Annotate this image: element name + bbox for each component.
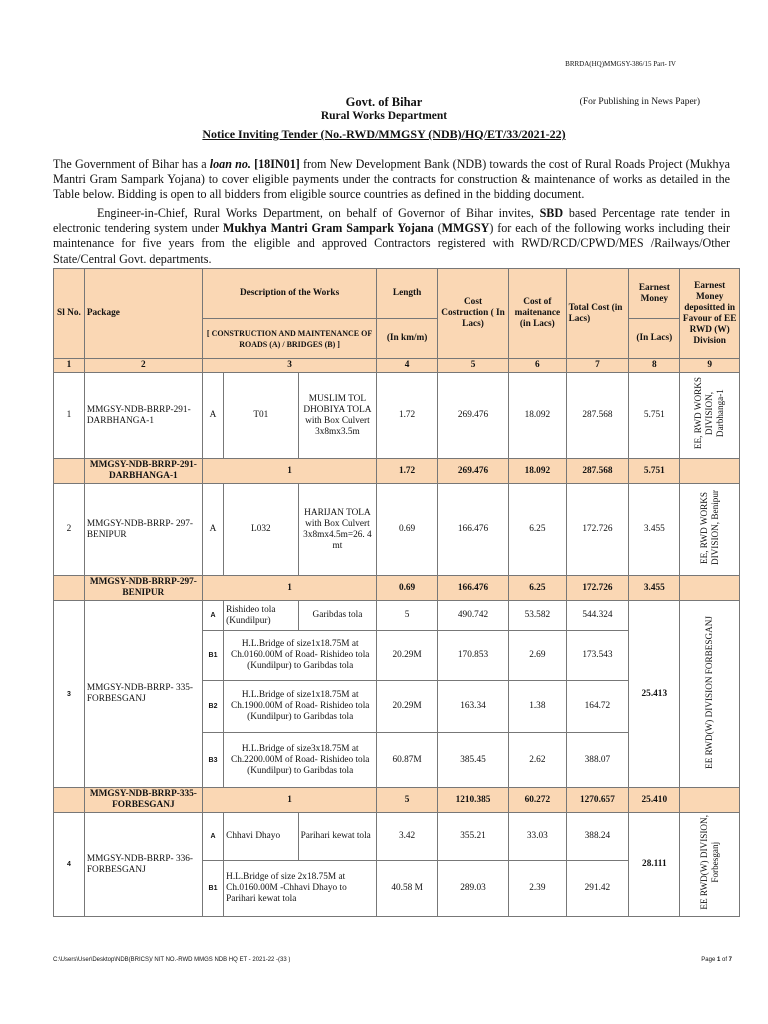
total-cost: 269.476	[437, 459, 508, 484]
header-sl: Sl No.	[54, 269, 85, 359]
package-cell: MMGSY-NDB-BRRP-291- DARBHANGA-1	[84, 373, 202, 459]
maint-cell: 2.69	[509, 631, 566, 681]
total-cell: 164.72	[566, 681, 629, 733]
total-cell: 388.07	[566, 733, 629, 788]
type-cell: B1	[202, 861, 223, 917]
intro-paragraph-2: Engineer-in-Chief, Rural Works Department, on behalf of Governor of Bihar invites, SBD based Percentage rate tender in electronic tendering system under Mukhya Mantri Gram Sampark Yojana (MMGSY) for each of the following works including their maintenance for five years from the eligible and approved Contractors registered with RWD/RCD/CPWD/MES /Railways/Other State/Central Govt. departments.	[53, 206, 730, 266]
header-length-unit: (In km/m)	[377, 319, 438, 359]
total-earnest: 5.751	[629, 459, 680, 484]
division-cell: EE RWD(W) DIVISION FORBESGANJ	[680, 601, 740, 788]
desc-cell: H.L.Bridge of size1x18.75M at Ch.1900.00M of Road- Rishideo tola (Kundilpur) to Garibdas tola	[224, 681, 377, 733]
cost-cell: 355.21	[437, 813, 508, 861]
total-count: 1	[202, 788, 376, 813]
length-cell: 60.87M	[377, 733, 438, 788]
earnest-cell: 25.413	[629, 601, 680, 788]
total-blank	[680, 459, 740, 484]
total-maint: 60.272	[509, 788, 566, 813]
total-blank	[680, 788, 740, 813]
package-cell: MMGSY-NDB-BRRP- 335-FORBESGANJ	[84, 601, 202, 788]
length-cell: 20.29M	[377, 631, 438, 681]
total-maint: 6.25	[509, 576, 566, 601]
cost-cell: 170.853	[437, 631, 508, 681]
header-total-cost: Total Cost (in Lacs)	[566, 269, 629, 359]
col-num: 2	[84, 359, 202, 373]
desc-cell: H.L.Bridge of size 2x18.75M at Ch.0160.00M -Chhavi Dhayo to Parihari kewat tola	[224, 861, 377, 917]
earnest-cell: 3.455	[629, 484, 680, 576]
header-description-sub: [ CONSTRUCTION AND MAINTENANCE OF ROADS (A) / BRIDGES (B) ]	[202, 319, 376, 359]
type-cell: B1	[202, 631, 223, 681]
header-cost-maintenance: Cost of maitenance (in Lacs)	[509, 269, 566, 359]
total-cell: 544.324	[566, 601, 629, 631]
table-row	[54, 484, 740, 576]
col-num: 3	[202, 359, 376, 373]
total-cell: 291.42	[566, 861, 629, 917]
header-earnest-unit: (In Lacs)	[629, 319, 680, 359]
total-earnest: 3.455	[629, 576, 680, 601]
col-num: 1	[54, 359, 85, 373]
cost-cell: 490.742	[437, 601, 508, 631]
from-cell: Rishideo tola (Kundilpur)	[224, 601, 298, 631]
total-blank	[680, 576, 740, 601]
package-total-row	[54, 788, 740, 813]
desc-cell: H.L.Bridge of size1x18.75M at Ch.0160.00M of Road- Rishideo tola (Kundilpur) to Garibdas tola	[224, 631, 377, 681]
package-total-row	[54, 576, 740, 601]
total-package-name: MMGSY-NDB-BRRP-297- BENIPUR	[84, 576, 202, 601]
maint-cell: 6.25	[509, 484, 566, 576]
total-package-name: MMGSY-NDB-BRRP-291- DARBHANGA-1	[84, 459, 202, 484]
notice-title: Notice Inviting Tender (No.-RWD/MMGSY (NDB)/HQ/ET/33/2021-22)	[202, 127, 566, 141]
total-cell: 173.543	[566, 631, 629, 681]
total-maint: 18.092	[509, 459, 566, 484]
header-favour: Earnest Money depositted in Favour of EE RWD (W) Division	[680, 269, 740, 359]
length-cell: 0.69	[377, 484, 438, 576]
col-num: 4	[377, 359, 438, 373]
type-cell: A	[202, 484, 223, 576]
division-cell: EE, RWD WORKS DIVISION, Darbhanga-1	[680, 373, 740, 459]
total-count: 1	[202, 459, 376, 484]
header-description: Description of the Works	[202, 269, 376, 319]
col-num: 8	[629, 359, 680, 373]
tender-table	[53, 268, 740, 917]
type-cell: A	[202, 601, 223, 631]
total-length: 1.72	[377, 459, 438, 484]
total-blank	[54, 576, 85, 601]
maint-cell: 33.03	[509, 813, 566, 861]
total-blank	[54, 788, 85, 813]
maint-cell: 2.62	[509, 733, 566, 788]
total-blank	[54, 459, 85, 484]
sl-cell: 1	[54, 373, 85, 459]
road-cell: HARIJAN TOLA with Box Culvert 3x8mx4.5m=26. 4 mt	[298, 484, 377, 576]
total-total: 287.568	[566, 459, 629, 484]
cost-cell: 163.34	[437, 681, 508, 733]
cost-cell: 166.476	[437, 484, 508, 576]
sl-cell: 3	[54, 601, 85, 788]
road-cell: MUSLIM TOL DHOBIYA TOLA with Box Culvert 3x8mx3.5m	[298, 373, 377, 459]
earnest-cell: 5.751	[629, 373, 680, 459]
length-cell: 1.72	[377, 373, 438, 459]
total-earnest: 25.410	[629, 788, 680, 813]
header-cost-construction: Cost Costruction ( In Lacs)	[437, 269, 508, 359]
length-cell: 40.58 M	[377, 861, 438, 917]
govt-heading: Govt. of Bihar	[345, 95, 423, 109]
maint-cell: 18.092	[509, 373, 566, 459]
package-cell: MMGSY-NDB-BRRP- 297-BENIPUR	[84, 484, 202, 576]
maint-cell: 53.582	[509, 601, 566, 631]
total-length: 5	[377, 788, 438, 813]
col-num: 5	[437, 359, 508, 373]
total-package-name: MMGSY-NDB-BRRP-335- FORBESGANJ	[84, 788, 202, 813]
package-total-row	[54, 459, 740, 484]
col-num: 7	[566, 359, 629, 373]
sl-cell: 4	[54, 813, 85, 917]
to-cell: Parihari kewat tola	[298, 813, 377, 861]
type-cell: B3	[202, 733, 223, 788]
earnest-cell: 28.111	[629, 813, 680, 917]
total-cost: 1210.385	[437, 788, 508, 813]
department-heading: Rural Works Department	[320, 110, 448, 122]
type-cell: A	[202, 813, 223, 861]
table-row	[54, 813, 740, 861]
column-number-row	[54, 359, 740, 373]
maint-cell: 1.38	[509, 681, 566, 733]
total-cost: 166.476	[437, 576, 508, 601]
intro-paragraph-1: The Government of Bihar has a loan no. [18IN01] from New Development Bank (NDB) towards the cost of Rural Roads Project (Mukhya Mantri Gram Sampark Yojana) to cover eligible payments under the contracts for construction & maintenance of works as detailed in the Table below. Bidding is open to all bidders from eligible source countries as defined in the bidding document.	[53, 157, 730, 202]
table-header-row	[54, 269, 740, 319]
to-cell: Garibdas tola	[298, 601, 377, 631]
total-cell: 172.726	[566, 484, 629, 576]
col-num: 9	[680, 359, 740, 373]
reference-number: BRRDA(HQ)MMGSY-386/15 Part- IV	[565, 60, 676, 68]
length-cell: 3.42	[377, 813, 438, 861]
header-earnest: Earnest Money	[629, 269, 680, 319]
length-cell: 20.29M	[377, 681, 438, 733]
footer-page-number: Page 1 of 7	[701, 957, 732, 963]
total-cell: 388.24	[566, 813, 629, 861]
cost-cell: 289.03	[437, 861, 508, 917]
header-length: Length	[377, 269, 438, 319]
total-cell: 287.568	[566, 373, 629, 459]
publishing-note: (For Publishing in News Paper)	[579, 97, 700, 107]
sl-cell: 2	[54, 484, 85, 576]
header-package: Package	[84, 269, 202, 359]
type-cell: A	[202, 373, 223, 459]
table-row	[54, 601, 740, 631]
cost-cell: 269.476	[437, 373, 508, 459]
division-cell: EE, RWD WORKS DIVISION, Benipur	[680, 484, 740, 576]
maint-cell: 2.39	[509, 861, 566, 917]
from-cell: Chhavi Dhayo	[224, 813, 298, 861]
total-count: 1	[202, 576, 376, 601]
total-total: 1270.657	[566, 788, 629, 813]
code-cell: T01	[224, 373, 298, 459]
code-cell: L032	[224, 484, 298, 576]
table-row	[54, 373, 740, 459]
col-num: 6	[509, 359, 566, 373]
division-cell: EE RWD(W) DIVISION, Forbesganj	[680, 813, 740, 917]
type-cell: B2	[202, 681, 223, 733]
desc-cell: H.L.Bridge of size3x18.75M at Ch.2200.00M of Road- Rishideo tola (Kundilpur) to Garibdas tola	[224, 733, 377, 788]
total-total: 172.726	[566, 576, 629, 601]
package-cell: MMGSY-NDB-BRRP- 336-FORBESGANJ	[84, 813, 202, 917]
cost-cell: 385.45	[437, 733, 508, 788]
total-length: 0.69	[377, 576, 438, 601]
length-cell: 5	[377, 601, 438, 631]
footer-file-path: C:\Users\User\Desktop\NDB(BRICS)/ NIT NO.-RWD MMGS NDB HQ ET - 2021-22 -(33 )	[53, 957, 291, 963]
